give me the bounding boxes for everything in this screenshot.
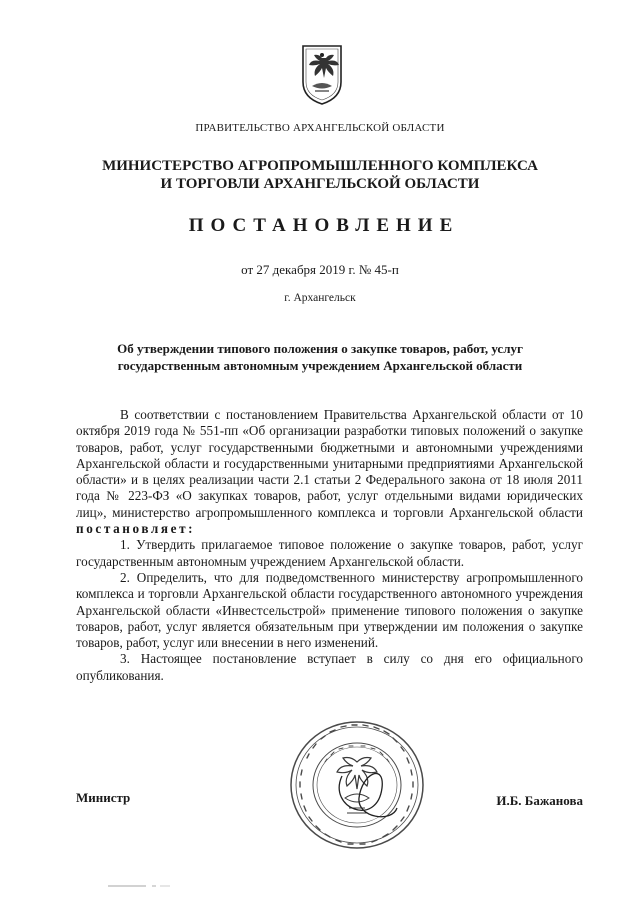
ministry-name: [80, 157, 560, 193]
document-city: г. Архангельск: [284, 292, 356, 304]
document-type: ПОСТАНОВЛЕНИЕ: [188, 215, 460, 236]
subject-line-1: Об утверждении типового положения о закупке товаров, работ, услуг: [117, 341, 523, 356]
ministry-line-1: МИНИСТЕРСТВО АГРОПРОМЫШЛЕННОГО КОМПЛЕКСА: [102, 158, 538, 174]
item-1-paragraph: 1. Утвердить прилагаемое типовое положение о закупке товаров, работ, услуг государственным автономным учреждением Архангельской области.: [76, 537, 583, 569]
footer-marks: [108, 884, 198, 888]
item-3-paragraph: 3. Настоящее постановление вступает в силу со дня его официального опубликования.: [76, 651, 583, 683]
decree-word: постановляет:: [76, 521, 196, 537]
signatory-position: Министр: [76, 790, 131, 805]
arkhangelsk-coat-of-arms-icon: [300, 42, 344, 106]
subject-line-2: государственным автономным учреждением Архангельской области: [117, 358, 523, 373]
official-round-seal-icon: [287, 718, 427, 852]
document-subject: [70, 340, 570, 374]
ministry-line-2: И ТОРГОВЛИ АРХАНГЕЛЬСКОЙ ОБЛАСТИ: [160, 176, 480, 192]
document-date-number: от 27 декабря 2019 г. № 45-п: [241, 262, 399, 277]
document-body: [76, 407, 583, 684]
item-2-paragraph: 2. Определить, что для подведомственного министерству агропромышленного комплекса и торговли Архангельской области государственного автономного учреждения Архангельской области «Инвестсельстрой» применение типового положения о закупке товаров, работ, услуг является обязательным при утверждении им положения о закупке товаров, работ, услуг или внесении в него изменений.: [76, 569, 583, 651]
signatory-name: И.Б. Бажанова: [496, 793, 583, 808]
preamble-text: В соответствии с постановлением Правительства Архангельской области от 10 октября 2019 года № 551-пп «Об организации разработки типовых положений о закупке товаров, работ, услуг государственными бюджетными и автономными учреждениями Архангельской области и государственными унитарными предприятиями Архангельской области» и в целях реализации части 2.1 статьи 2 Федерального закона от 18 июля 2011 года № 223-ФЗ «О закупках товаров, работ, услуг отдельными видами юридических лиц», министерство агропромышленного комплекса и торговли Архангельской области: [76, 407, 583, 520]
preamble-paragraph: [76, 407, 583, 537]
government-name: ПРАВИТЕЛЬСТВО АРХАНГЕЛЬСКОЙ ОБЛАСТИ: [195, 122, 445, 134]
